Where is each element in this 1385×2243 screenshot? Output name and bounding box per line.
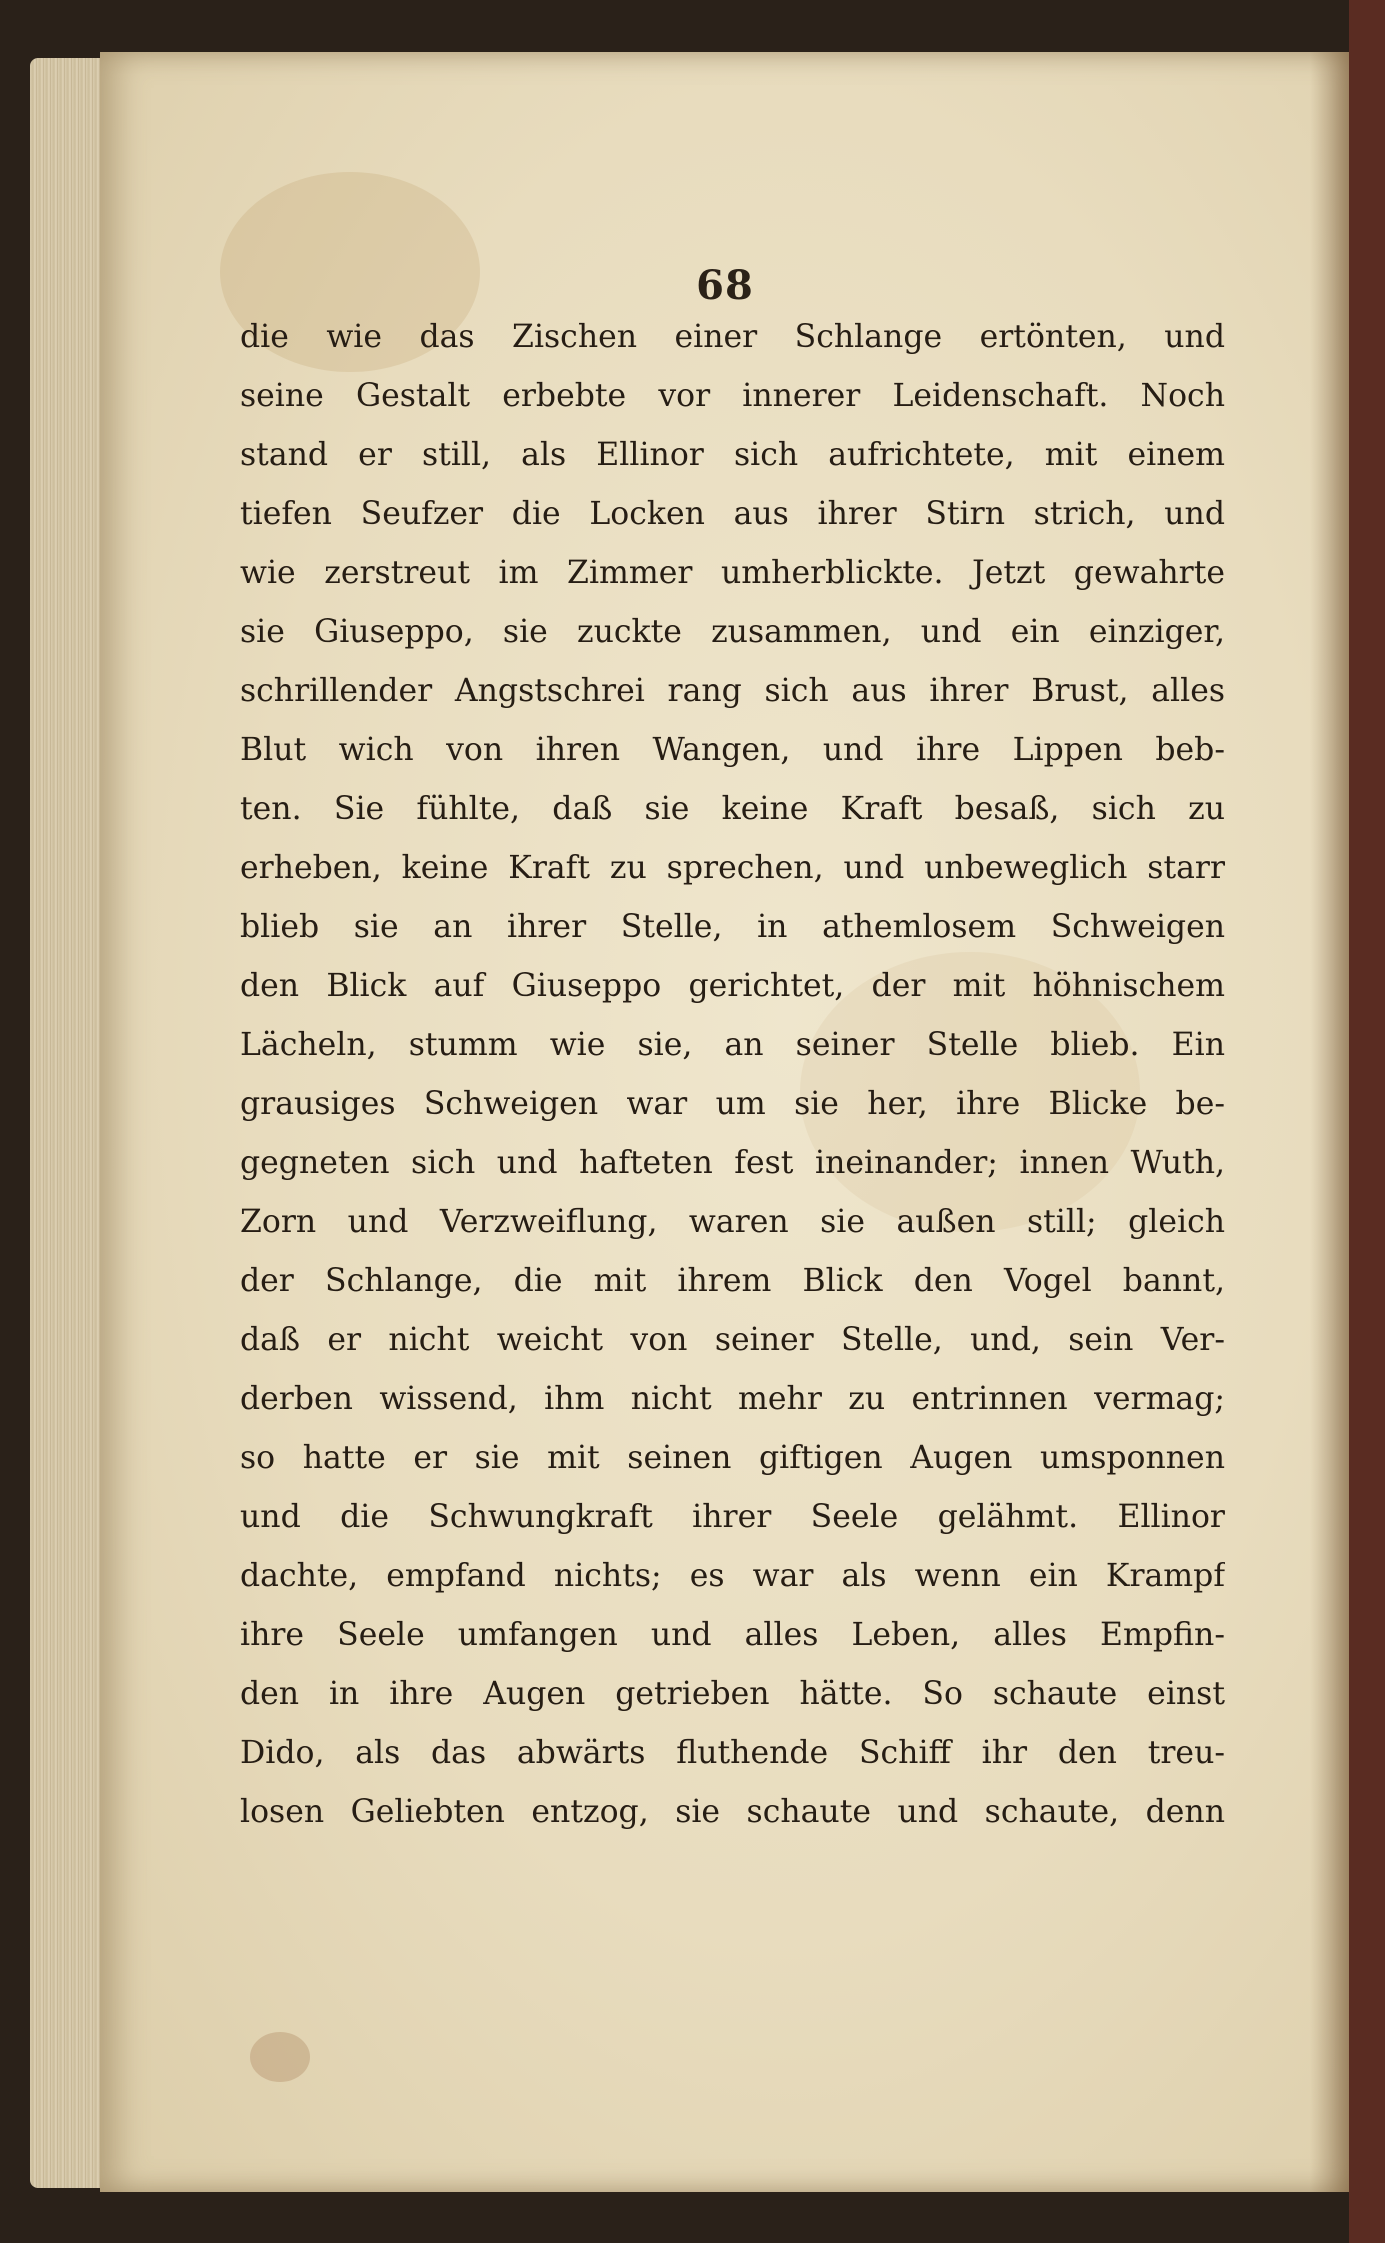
text-line: derben wissend, ihm nicht mehr zu entrinnen vermag; xyxy=(240,1381,1225,1417)
body-text xyxy=(240,308,1225,1842)
text-line: ihre Seele umfangen und alles Leben, alles Empfin- xyxy=(240,1617,1225,1653)
text-line: wie zerstreut im Zimmer umherblickte. Jetzt gewahrte xyxy=(240,555,1225,591)
page-gutter-shadow xyxy=(1310,52,1350,2192)
text-line: Zorn und Verzweiflung, waren sie außen still; gleich xyxy=(240,1204,1225,1240)
text-line: gegneten sich und hafteten fest ineinander; innen Wuth, xyxy=(240,1145,1225,1181)
text-line: schrillender Angstschrei rang sich aus ihrer Brust, alles xyxy=(240,673,1225,709)
text-line: tiefen Seufzer die Locken aus ihrer Stirn strich, und xyxy=(240,496,1225,532)
text-line: stand er still, als Ellinor sich aufrichtete, mit einem xyxy=(240,437,1225,473)
text-line: der Schlange, die mit ihrem Blick den Vogel bannt, xyxy=(240,1263,1225,1299)
text-line: ten. Sie fühlte, daß sie keine Kraft besaß, sich zu xyxy=(240,791,1225,827)
page-number: 68 xyxy=(696,262,754,309)
text-line: Blut wich von ihren Wangen, und ihre Lippen beb- xyxy=(240,732,1225,768)
text-line: seine Gestalt erbebte vor innerer Leidenschaft. Noch xyxy=(240,378,1225,414)
text-line: den Blick auf Giuseppo gerichtet, der mit höhnischem xyxy=(240,968,1225,1004)
text-line: sie Giuseppo, sie zuckte zusammen, und ein einziger, xyxy=(240,614,1225,650)
text-line: Dido, als das abwärts fluthende Schiff ihr den treu- xyxy=(240,1735,1225,1771)
text-line: so hatte er sie mit seinen giftigen Augen umsponnen xyxy=(240,1440,1225,1476)
text-line: grausiges Schweigen war um sie her, ihre Blicke be- xyxy=(240,1086,1225,1122)
text-line: daß er nicht weicht von seiner Stelle, und, sein Ver- xyxy=(240,1322,1225,1358)
text-line: erheben, keine Kraft zu sprechen, und unbeweglich starr xyxy=(240,850,1225,886)
text-line: den in ihre Augen getrieben hätte. So schaute einst xyxy=(240,1676,1225,1712)
paper-stain xyxy=(250,2032,310,2082)
text-line: die wie das Zischen einer Schlange ertönten, und xyxy=(240,319,1225,355)
text-line: blieb sie an ihrer Stelle, in athemlosem Schweigen xyxy=(240,909,1225,945)
binding-edge xyxy=(1349,0,1385,2243)
text-line: dachte, empfand nichts; es war als wenn ein Krampf xyxy=(240,1558,1225,1594)
text-line: losen Geliebten entzog, sie schaute und schaute, denn xyxy=(240,1794,1225,1830)
text-line: Lächeln, stumm wie sie, an seiner Stelle blieb. Ein xyxy=(240,1027,1225,1063)
text-line: und die Schwungkraft ihrer Seele gelähmt. Ellinor xyxy=(240,1499,1225,1535)
